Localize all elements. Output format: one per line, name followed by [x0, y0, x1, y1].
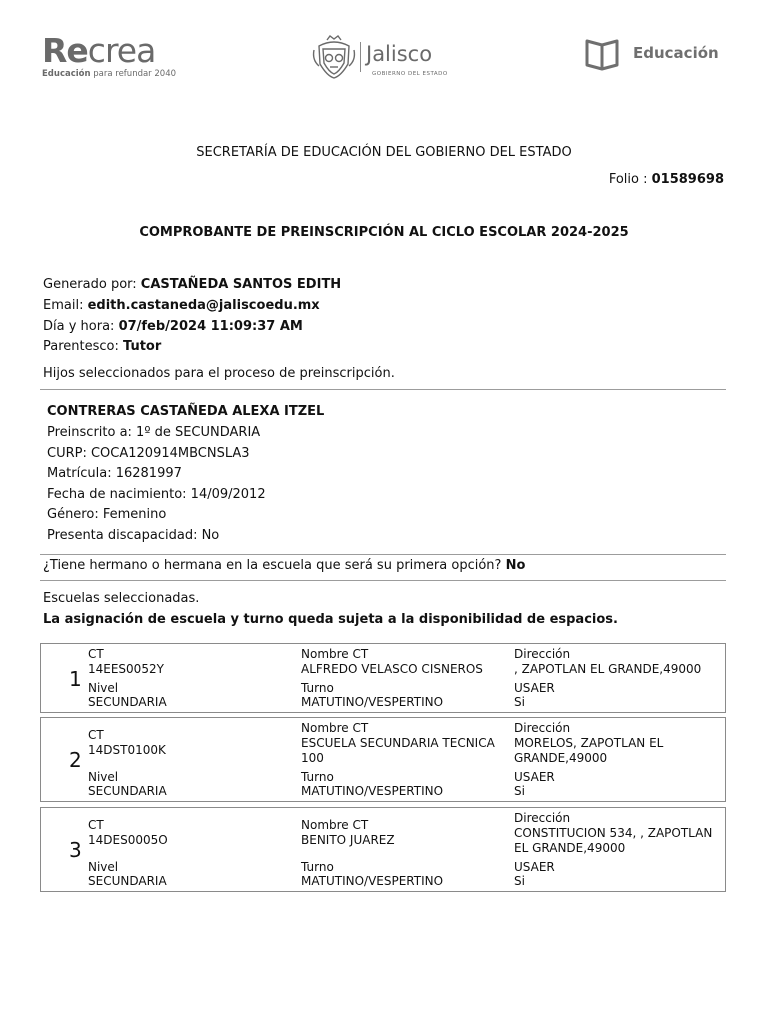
divider: [40, 554, 726, 555]
direccion-value: , ZAPOTLAN EL GRANDE,49000: [514, 662, 702, 676]
nivel-label: Nivel: [88, 860, 119, 874]
sibling-question: ¿Tiene hermano o hermana en la escuela que será su primera opción? No: [43, 558, 526, 573]
ct-label: CT: [88, 818, 104, 832]
direccion-label: Dirección: [514, 811, 571, 825]
usaer-value: Si: [514, 874, 525, 888]
nivel-value: SECUNDARIA: [88, 695, 167, 709]
turno-label: Turno: [301, 681, 334, 695]
secretaria-heading: SECRETARÍA DE EDUCACIÓN DEL GOBIERNO DEL ESTADO: [196, 145, 572, 160]
school-index: 3: [69, 838, 82, 862]
direccion-label: Dirección: [514, 721, 571, 735]
turno-value: MATUTINO/VESPERTINO: [301, 784, 444, 798]
jalisco-wordmark: Jalisco: [366, 42, 433, 66]
jalisco-subtitle: GOBIERNO DEL ESTADO: [372, 71, 448, 77]
email: Email: edith.castaneda@jaliscoedu.mx: [43, 298, 320, 313]
sibling-answer: No: [505, 558, 526, 573]
nombre-value: 100: [301, 751, 324, 765]
nivel-value: SECUNDARIA: [88, 874, 167, 888]
direccion-value: CONSTITUCION 534, , ZAPOTLAN: [514, 826, 713, 840]
nombre-label: Nombre CT: [301, 818, 369, 832]
divider: [40, 580, 726, 581]
student-name: CONTRERAS CASTAÑEDA ALEXA ITZEL: [47, 404, 325, 419]
nombre-label: Nombre CT: [301, 647, 369, 661]
usaer-label: USAER: [514, 860, 555, 874]
educacion-wordmark: Educación: [633, 44, 719, 62]
jalisco-logo: [310, 34, 470, 82]
turno-value: MATUTINO/VESPERTINO: [301, 874, 444, 888]
ct-label: CT: [88, 647, 104, 661]
turno-label: Turno: [301, 860, 334, 874]
recrea-tagline: Educación para refundar 2040: [42, 69, 177, 79]
student-gender: Género: Femenino: [47, 507, 167, 522]
direccion-label: Dirección: [514, 647, 571, 661]
usaer-label: USAER: [514, 770, 555, 784]
recrea-logo: [42, 31, 202, 80]
student-matricula: Matrícula: 16281997: [47, 466, 182, 481]
school-option-2: [40, 717, 726, 802]
logo-divider: [360, 42, 361, 72]
usaer-label: USAER: [514, 681, 555, 695]
nombre-value: ESCUELA SECUNDARIA TECNICA: [301, 736, 495, 750]
ct-value: 14DES0005O: [88, 833, 168, 847]
ct-value: 14DST0100K: [88, 743, 166, 757]
schools-intro: Escuelas seleccionadas.: [43, 591, 200, 606]
divider: [40, 389, 726, 390]
usaer-value: Si: [514, 695, 525, 709]
generated-by: Generado por: CASTAÑEDA SANTOS EDITH: [43, 277, 342, 292]
student-disability: Presenta discapacidad: No: [47, 528, 220, 543]
school-option-1: [40, 643, 726, 713]
school-index: 1: [69, 667, 82, 691]
ct-value: 14EES0052Y: [88, 662, 164, 676]
children-intro: Hijos seleccionados para el proceso de preinscripción.: [43, 366, 395, 381]
school-index: 2: [69, 748, 82, 772]
student-birthdate: Fecha de nacimiento: 14/09/2012: [47, 487, 266, 502]
educacion-logo: [584, 38, 734, 74]
direccion-value: MORELOS, ZAPOTLAN EL: [514, 736, 664, 750]
nombre-value: BENITO JUAREZ: [301, 833, 395, 847]
nombre-value: ALFREDO VELASCO CISNEROS: [301, 662, 483, 676]
folio: Folio : 01589698: [608, 172, 724, 187]
book-icon: [584, 38, 620, 72]
student-curp: CURP: COCA120914MBCNSLA3: [47, 446, 250, 461]
folio-number: 01589698: [651, 172, 724, 187]
nivel-label: Nivel: [88, 681, 119, 695]
turno-value: MATUTINO/VESPERTINO: [301, 695, 444, 709]
school-option-3: [40, 807, 726, 892]
ct-label: CT: [88, 728, 104, 742]
document-title: COMPROBANTE DE PREINSCRIPCIÓN AL CICLO ESCOLAR 2024-2025: [139, 225, 629, 240]
turno-label: Turno: [301, 770, 334, 784]
direccion-value: EL GRANDE,49000: [514, 841, 626, 855]
schools-note: La asignación de escuela y turno queda sujeta a la disponibilidad de espacios.: [43, 612, 618, 627]
recrea-wordmark: Recrea: [42, 31, 156, 70]
direccion-value: GRANDE,49000: [514, 751, 608, 765]
relationship: Parentesco: Tutor: [43, 339, 162, 354]
nivel-value: SECUNDARIA: [88, 784, 167, 798]
nombre-label: Nombre CT: [301, 721, 369, 735]
date-time: Día y hora: 07/feb/2024 11:09:37 AM: [43, 319, 303, 334]
jalisco-seal-icon: [310, 34, 358, 82]
nivel-label: Nivel: [88, 770, 119, 784]
student-grade: Preinscrito a: 1º de SECUNDARIA: [47, 425, 261, 440]
usaer-value: Si: [514, 784, 525, 798]
